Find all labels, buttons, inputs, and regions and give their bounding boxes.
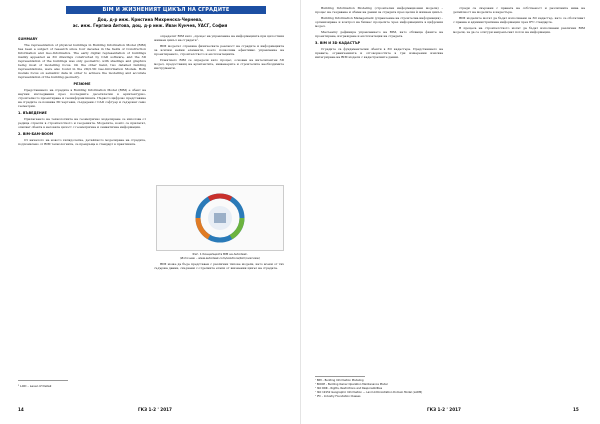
footnote: ¹ LOD – Level of Detail (18, 384, 52, 388)
journal-label-left: ГКЗ 1-2 ' 2017 (138, 407, 172, 412)
left-column-2-bottom (154, 262, 284, 372)
right-column-2 (453, 6, 585, 374)
footnote-1: ¹ BIM – Building Information Modeling (315, 379, 364, 382)
bim-cycle-diagram (157, 186, 283, 250)
section-2-heading: 2. BIM-БАМ-BOOM (18, 132, 54, 136)
authors-line-2: ас. инж. Гергана Антова, доц. д-р инж. Иван Кунчев, УАСГ, София (72, 23, 228, 28)
footnote-5: ⁵ IFC – Industry Foundation Classes (315, 395, 361, 398)
summary-text: The representation of physical buildings in Building Information Model (BIM) has been a subject of research since four decades in the fields of Construction Information and Geo-Informatics. The early digital representation of buildings mainly appeared as 3D drawings constructed by CAD software, and the 3D representation of the buildings was only geometric, with shadings and graphics being most of modelling focus. On the other hand, two detailed building representations, were also found in the 2D/2.5D Geo-Information Models. Both models focus on semantic data in order to achieve the modelling and accurate representation of the building geometry. (18, 43, 146, 79)
figure-caption-title: Фиг. 1 Концепцията BIM на Autodesk. (192, 252, 248, 256)
footnote-2: ² BOOM – Building Owner Operation Maintenance Model (315, 383, 388, 386)
section-1-text: Прилагането на технологиите на геометрично моделиране се използва от редица отрасли в строителството и геодезията. Моделите, които се прилагат, описват обекта в неговата цялост с геометрична и семантична информация. (18, 117, 146, 129)
col3-paragraph-c: MacLeamy дефинира управлението на BIM, като обхваща фазите на проектиране, изграждане и експлоатация на сградата. (315, 30, 443, 38)
col4-paragraph-b: BIM моделите могат да бъдат използвани за 3D кадастър, като се обогатяват с правна и административна информация чрез IFC стандарта. (453, 16, 585, 24)
journal-label-right: ГКЗ 1-2 ' 2017 (427, 407, 461, 412)
left-column-1 (18, 34, 146, 374)
rezyume-text: Представянето на сградите в Building Information Model (BIM) е обект на научни изследвания през последните десетилетия в архитектурно-строителното проектиране и геоинформатиката. Първото цифрово представяне на сградите се появява 3D чертежи, създадени с CAD софтуер и съдържат само геометрия. (18, 88, 146, 108)
footnote-rule (18, 380, 68, 381)
authors-line-1: Доц. д-р инж. Кристина Михренска-Чернева, (97, 17, 203, 22)
right-column-1 (315, 6, 443, 374)
figure-caption-source: (Източник – www.autodesk.com/solutions/bim/overview) (180, 256, 260, 260)
footnotes-right (315, 379, 585, 399)
col2-paragraph-c: Понятието BIM се определя като процес, основан на интелигентен 3D модел, предоставящ на архитектите, инженерите и строителите необходимите инструменти. (154, 58, 284, 70)
bim-concept-figure (156, 185, 284, 251)
col4-paragraph-c: В процеса на строителството могат да бъдат използвани различни BIM модели, за да се осигури непрекъснат поток на информация. (453, 26, 585, 34)
section-1-heading: 1. ВЪВЕДЕНИЕ (18, 111, 47, 115)
authors-block (40, 17, 260, 29)
article-title: BIM И ЖИЗНЕНИЯТ ЦИКЪЛ НА СГРАДИТЕ (66, 6, 266, 14)
col2-paragraph-b: BIM моделът отразява физическата реалност на сградите и информацията за всички нейни елементи, което позволява ефективно управление на проектирането, строителството и експлоатацията. (154, 44, 284, 56)
footnote-3: ³ ISO RRR – Rights, Restrictions and Responsibilities (315, 387, 383, 390)
footnote-4: ⁴ ISO 19152 Geographic Information — Land Administration Domain Model (LADM) (315, 391, 423, 394)
page-number-left: 14 (18, 407, 24, 412)
section-3-heading: 3. BIM И 3D КАДАСТЪР (315, 41, 361, 45)
col2-paragraph-d: BIM може да бъде представен с различни типове модели, като всеки от тях съдържа данни, свързани с отделните етапи от жизнения цикъл на сградата. (154, 262, 284, 270)
col4-paragraph-a: сгради са свързани с правата на собственост и различните нива на детайлност на моделите в кадастъра. (453, 6, 585, 14)
footnote-rule-right (315, 376, 365, 377)
col2-paragraph-a: определят BIM като „процес на управление на информацията при цялостния жизнен цикъл на сградата“. (154, 34, 284, 42)
figure-caption (150, 252, 290, 260)
col3-paragraph-a: Building Information Modeling (строителни информационни модели) – процес на създаване и обмен на данни за сградата през целия ѝ жизнен цикъл. (315, 6, 443, 14)
left-column-2-top (154, 34, 284, 184)
section-2-text: От началото на новото хилядолетие, детайлното моделиране на сградите, подпомагано от BIM технологията, се превръща в стандарт в практиката. (18, 138, 146, 146)
page-number-right: 15 (573, 407, 579, 412)
section-3-text: Сградите са фундаментални обекти в 3D кадастъра. Представянето на правата, ограниченията и отговорностите в три измерения изисква интегриране на BIM модели с кадастралните данни. (315, 47, 443, 59)
rezyume-heading: РЕЗЮМЕ (73, 82, 91, 86)
summary-heading: SUMMARY (18, 37, 38, 41)
col3-paragraph-b: Building Information Management (управление на строителна информация) – организиране и контрол на бизнес процесите чрез информацията в цифровия модел. (315, 16, 443, 28)
right-page (300, 0, 600, 424)
